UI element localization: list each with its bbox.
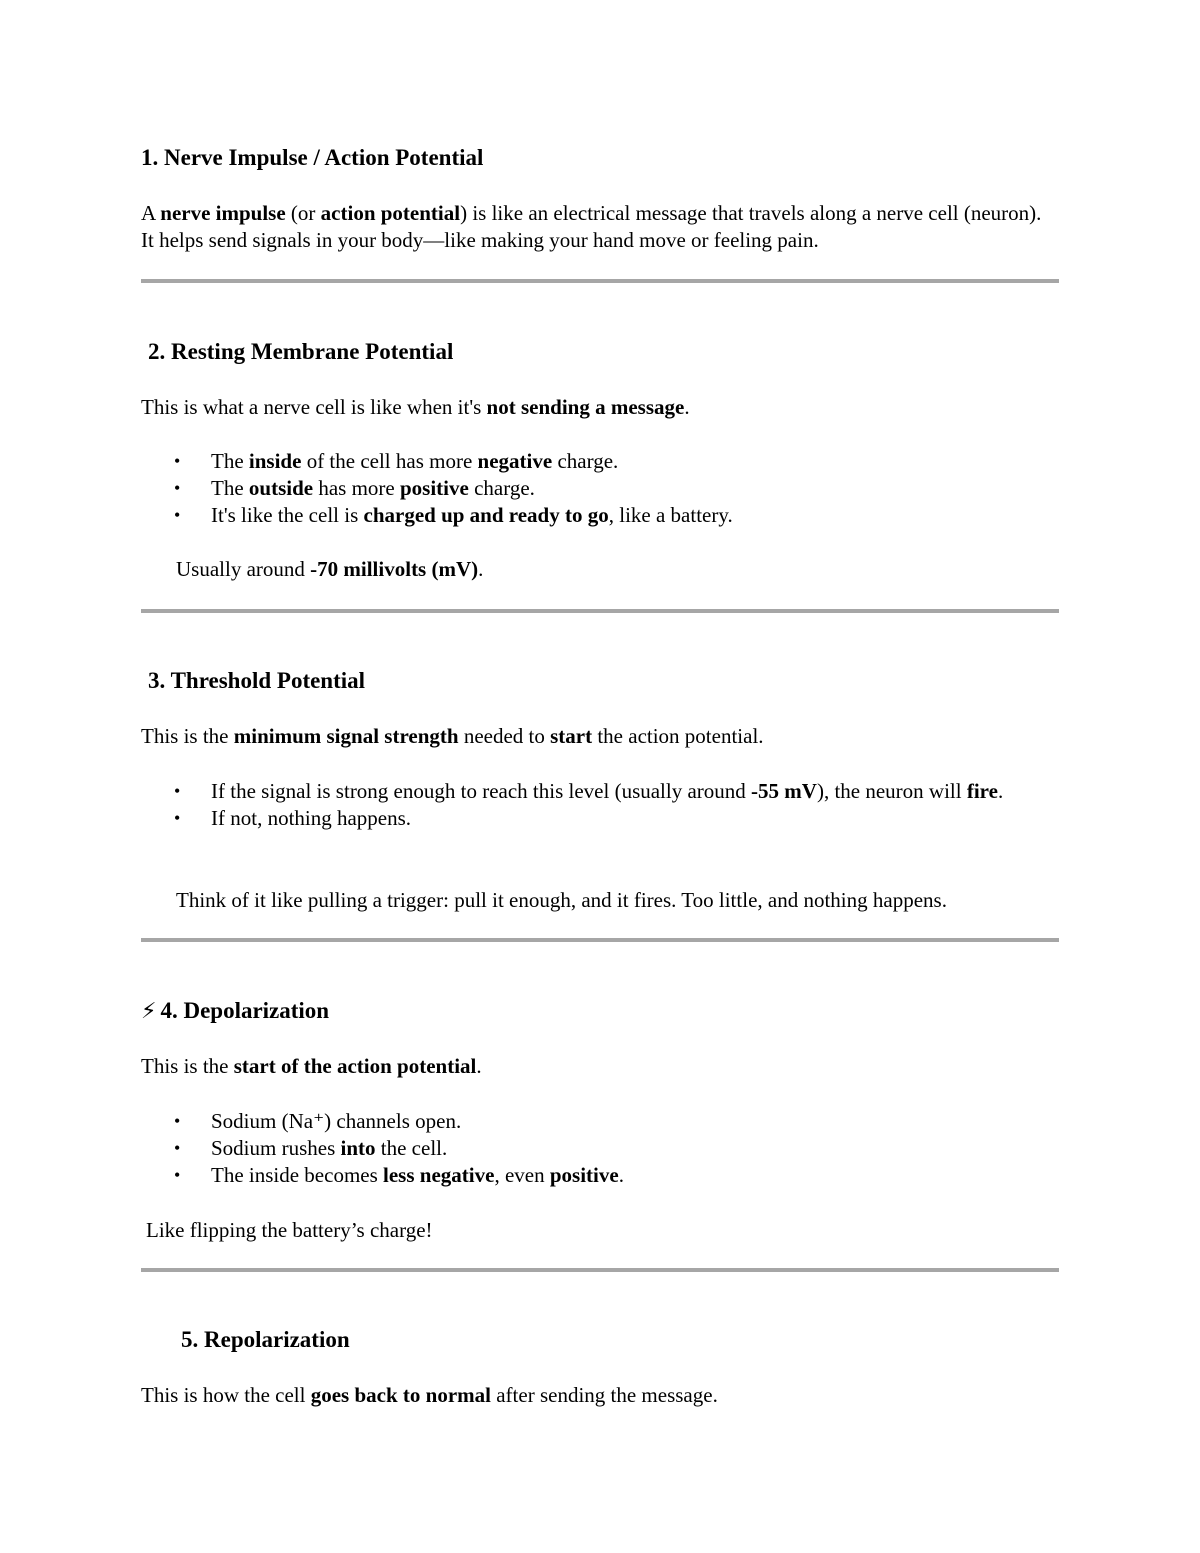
paragraph-threshold-note: Think of it like pulling a trigger: pull it enough, and it fires. Too little, and nothing happens. xyxy=(176,888,947,912)
list-item: • The outside has more positive charge. xyxy=(174,476,535,500)
bullet-icon: • xyxy=(174,451,181,471)
list-item: • Sodium rushes into the cell. xyxy=(174,1136,448,1160)
paragraph-nerve-impulse: A nerve impulse (or action potential) is like an electrical message that travels along a nerve cell (neuron). It helps send signals in your body—like making your hand move or feeling pain. xyxy=(141,201,1042,252)
list-resting xyxy=(141,448,1059,529)
list-depolarization xyxy=(141,1108,1059,1189)
heading-resting-potential: 2. Resting Membrane Potential xyxy=(148,339,454,364)
divider-1 xyxy=(141,279,1059,283)
paragraph-resting-intro: This is what a nerve cell is like when it's not sending a message. xyxy=(141,395,690,419)
heading-nerve-impulse: 1. Nerve Impulse / Action Potential xyxy=(141,145,484,170)
bullet-icon: • xyxy=(174,808,181,828)
paragraph-threshold-intro: This is the minimum signal strength needed to start the action potential. xyxy=(141,724,764,748)
divider-3 xyxy=(141,938,1059,942)
list-item: • It's like the cell is charged up and ready to go, like a battery. xyxy=(174,503,733,527)
list-item: • If the signal is strong enough to reach this level (usually around -55 mV), the neuron will fire. xyxy=(174,779,1004,803)
heading-repolarization: 5. Repolarization xyxy=(181,1327,350,1352)
bullet-icon: • xyxy=(174,478,181,498)
heading-threshold-potential: 3. Threshold Potential xyxy=(148,668,366,693)
heading-depolarization: ⚡ 4. Depolarization xyxy=(141,998,330,1024)
list-item: • Sodium (Na⁺) channels open. xyxy=(174,1109,462,1133)
bullet-icon: • xyxy=(174,1111,181,1131)
bullet-icon: • xyxy=(174,781,181,801)
divider-4 xyxy=(141,1268,1059,1272)
paragraph-depolarization-intro: This is the start of the action potential. xyxy=(141,1054,482,1078)
bullet-icon: • xyxy=(174,505,181,525)
list-item: • If not, nothing happens. xyxy=(174,806,412,830)
bullet-icon: • xyxy=(174,1165,181,1185)
paragraph-repolarization-intro: This is how the cell goes back to normal after sending the message. xyxy=(141,1383,718,1407)
bullet-icon: • xyxy=(174,1138,181,1158)
list-item: • The inside of the cell has more negative charge. xyxy=(174,449,619,473)
paragraph-resting-note: Usually around -70 millivolts (mV). xyxy=(176,557,484,581)
paragraph-depolarization-note: Like flipping the battery’s charge! xyxy=(146,1218,433,1242)
lightning-icon: ⚡ xyxy=(141,999,157,1024)
list-threshold xyxy=(141,778,1059,832)
divider-2 xyxy=(141,609,1059,613)
list-item: • The inside becomes less negative, even positive. xyxy=(174,1163,624,1187)
